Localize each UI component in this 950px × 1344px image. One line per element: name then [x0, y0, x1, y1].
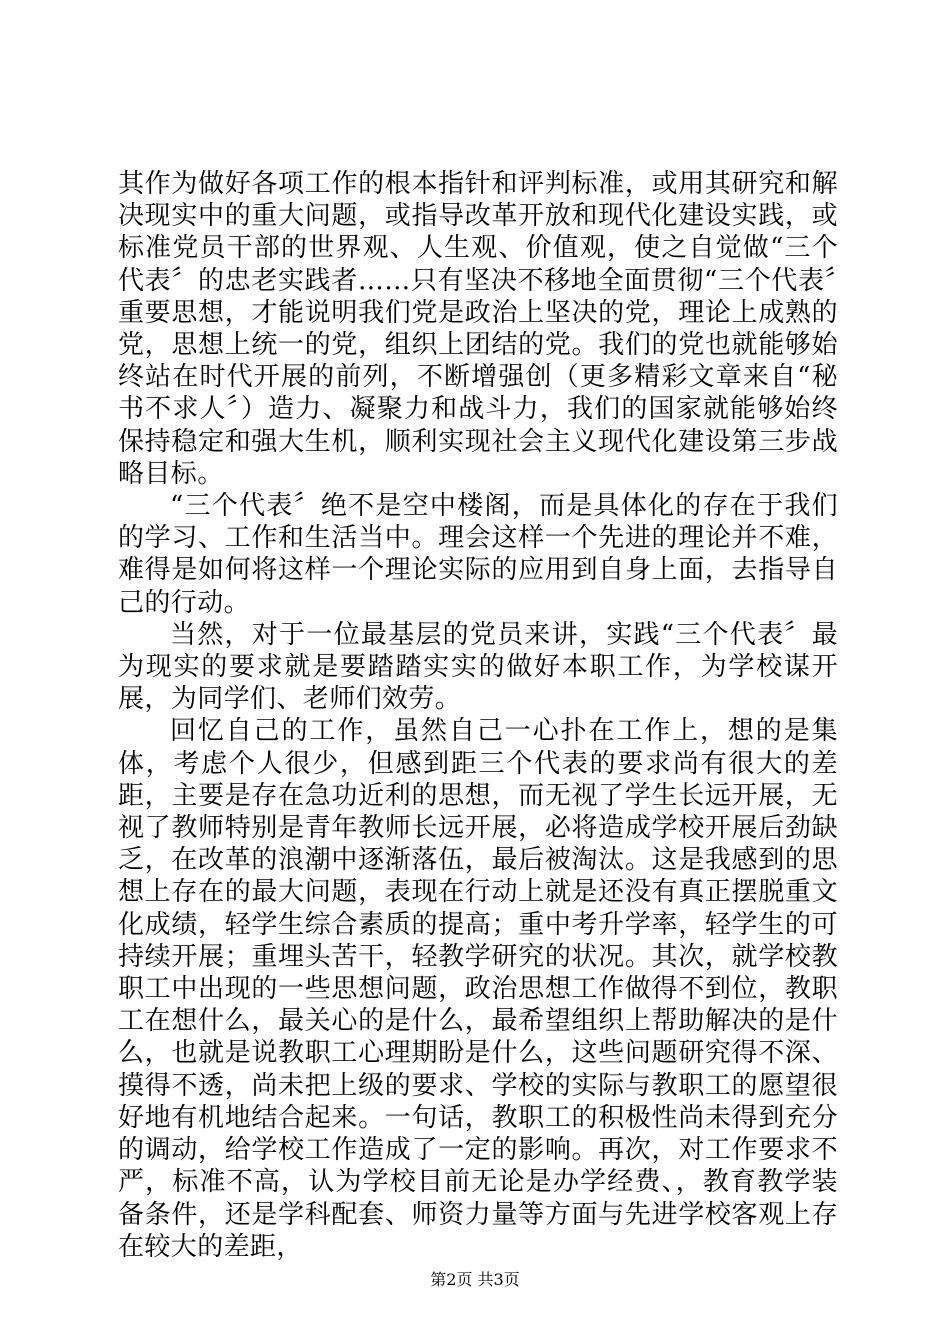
page-number: 第2页: [430, 1270, 473, 1289]
paragraph-4: 回忆自己的工作，虽然自己一心扑在工作上，想的是集体，考虑个人很少，但感到距三个代表的要求尚有很大的差距，主要是存在急功近利的思想，而无视了学生长远开展，无视了教师特别是青年教师长远开展，必将造成学校开展后劲缺乏，在改革的浪潮中逐渐落伍，最后被淘汰。这是我感到的思想上存在的最大问题，表现在行动上就是还没有真正摆脱重文化成绩，轻学生综合素质的提高；重中考升学率，轻学生的可持续开展；重埋头苦干，轻教学研究的状况。其次，就学校教职工中出现的一些思想问题，政治思想工作做得不到位，教职工在想什么，最关心的是什么，最希望组织上帮助解决的是什么，也就是说教职工心理期盼是什么，这些问题研究得不深、摸得不透，尚未把上级的要求、学校的实际与教职工的愿望很好地有机地结合起来。一句话，教职工的积极性尚未得到充分的调动，给学校工作造成了一定的影响。再次，对工作要求不严，标准不高，认为学校目前无论是办学经费、，教育教学装备条件，还是学科配套、师资力量等方面与先进学校客观上存在较大的差距，: [118, 716, 838, 1262]
paragraph-1: 其作为做好各项工作的根本指针和评判标准，或用其研究和解决现实中的重大问题，或指导改革开放和现代化建设实践，或标准党员干部的世界观、人生观、价值观，使之自觉做“三个代表〞的忠老实践者……只有坚决不移地全面贯彻“三个代表〞重要思想，才能说明我们党是政治上坚决的党，理论上成熟的党，思想上统一的党，组织上团结的党。我们的党也就能够始终站在时代开展的前列，不断增强创（更多精彩文章来自“秘书不求人〞）造力、凝聚力和战斗力，我们的国家就能够始终保持稳定和强大生机，顺利实现社会主义现代化建设第三步战略目标。: [118, 169, 838, 489]
page-total: 共3页: [477, 1270, 520, 1289]
page-footer: [0, 1270, 950, 1290]
paragraph-3: 当然，对于一位最基层的党员来讲，实践“三个代表〞最为现实的要求就是要踏踏实实的做好本职工作，为学校谋开展，为同学们、老师们效劳。: [118, 619, 838, 715]
paragraph-2: “三个代表〞绝不是空中楼阁，而是具体化的存在于我们的学习、工作和生活当中。理会这样一个先进的理论并不难，难得是如何将这样一个理论实际的应用到自身上面，去指导自己的行动。: [118, 491, 838, 618]
document-body: [118, 168, 838, 1263]
